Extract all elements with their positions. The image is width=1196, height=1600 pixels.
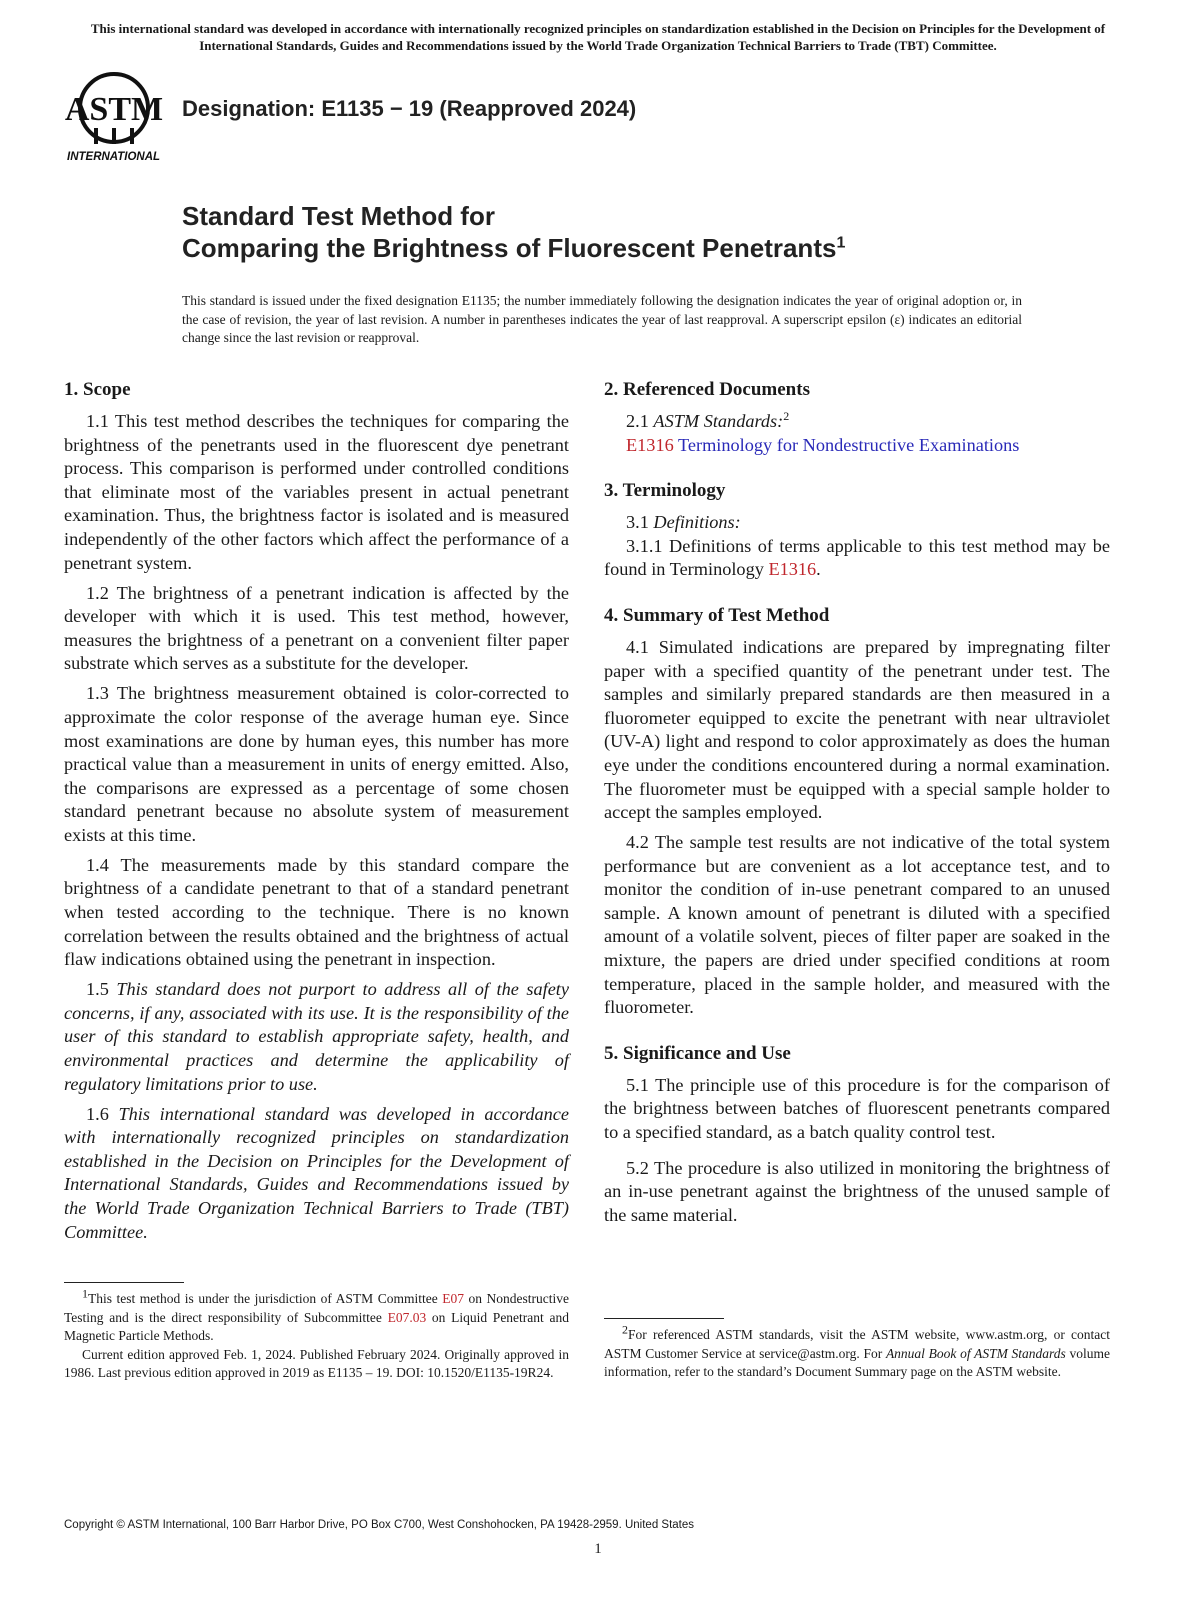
- document-title: [182, 200, 845, 264]
- logo-international-text: INTERNATIONAL: [67, 151, 161, 163]
- paragraph-5-2: 5.2 The procedure is also utilized in monitoring the brightness of an in-use penetrant against the brightness of the unused sample of the same material.: [604, 1157, 1110, 1225]
- link-e1316[interactable]: E1316: [768, 559, 817, 580]
- section-heading-summary: 4. Summary of Test Method: [604, 604, 830, 626]
- title-line-1: Standard Test Method for: [182, 201, 495, 231]
- paragraph-1-2: 1.2 The brightness of a penetrant indication is affected by the developer with which it is used. This test method, however, measures the brightness of a penetrant on a convenient filter paper substrate which serves as a substitute for the developer.: [64, 582, 569, 674]
- link-e1316-code[interactable]: E1316: [626, 434, 674, 455]
- paragraph-1-5: 1.5 This standard does not purport to address all of the safety concerns, if any, associated with its use. It is the responsibility of the user of this standard to establish appropriate safety, health, and environmental practices and determine the applicability of regulatory limitations prior to use.: [64, 979, 569, 1094]
- paragraph-3-1-1: 3.1.1 Definitions of terms applicable to this test method may be found in Terminology E1316.: [604, 535, 1110, 580]
- issuance-statement: This standard is issued under the fixed designation E1135; the number immediately following the designation indicates the year of original adoption or, in the case of revision, the year of last revision. A number in parentheses indicates the year of last reapproval. A superscript epsilon (ε) indicates an editorial change since the last revision or reapproval.: [182, 293, 1022, 346]
- footnote-rule-right: [604, 1318, 724, 1319]
- astm-logo: [64, 70, 170, 166]
- footnote-2: $^2$For referenced ASTM standards, visit the ASTM website, www.astm.org, or contact ASTM Customer Service at service@astm.org. For Annual Book of ASTM Standards volume information, refer to the standard’s Document Summary page on the ASTM website.: [604, 1322, 1111, 1380]
- link-e07[interactable]: E07: [442, 1291, 464, 1306]
- footnote-rule-left: [64, 1282, 184, 1283]
- paragraph-4-1: 4.1 Simulated indications are prepared by impregnating filter paper with a specified quantity of the penetrant under test. The samples and similarly prepared standards are then measured in a fluorometer equipped to excite the penetrant with near ultraviolet (UV-A) light and respond to color approximately as does the human eye under the conditions encountered during a normal examination. The fluorometer must be equipped with a special sample holder to accept the samples employed.: [604, 636, 1110, 823]
- section-heading-terminology: 3. Terminology: [604, 480, 726, 502]
- referenced-document-e1316[interactable]: [604, 434, 1110, 458]
- title-line-2: Comparing the Brightness of Fluorescent Penetrants: [182, 233, 837, 263]
- paragraph-1-3: 1.3 The brightness measurement obtained is color-corrected to approximate the color response of the average human eye. Since most examinations are done by human eyes, this number has more practical value than a measurement in units of energy emitted. Also, the comparisons are expressed as a percentage of some chosen standard penetrant because no absolute system of measurement exists at this time.: [64, 683, 569, 845]
- footnote-1-edition: Current edition approved Feb. 1, 2024. Published February 2024. Originally approved in 1986. Last previous edition approved in 2019 as E1135 – 19. DOI: 10.1520/E1135-19R24.: [64, 1346, 569, 1381]
- copyright: Copyright © ASTM International, 100 Barr Harbor Drive, PO Box C700, West Conshohocken, PA 19428-2959. United States: [64, 1519, 695, 1531]
- paragraph-1-4: 1.4 The measurements made by this standard compare the brightness of a candidate penetrant to that of a standard penetrant when tested according to the technique. There is no known correlation between the results obtained and the brightness of actual flaw indications obtained using the penetrant in inspection.: [64, 854, 569, 970]
- title-footnote-mark: 1: [836, 234, 846, 252]
- left-column: [64, 378, 569, 1251]
- footnote-1: $^1$This test method is under the jurisdiction of ASTM Committee E07 on Nondestructive Testing and is the direct responsibility of Subcommittee E07.03 on Liquid Penetrant and Magnetic Particle Methods. Current edition approved Feb. 1, 2024. Published February 2024. Originally approved in 1986. Last previous edition approved in 2019 as E1135 – 19. DOI: 10.1520/E1135-19R24.: [64, 1290, 569, 1383]
- designation: Designation: E1135 − 19 (Reapproved 2024): [182, 96, 637, 121]
- paragraph-5-1: 5.1 The principle use of this procedure is for the comparison of the brightness between batches of fluorescent penetrants compared to a specified standard, as a batch quality control test.: [604, 1074, 1110, 1143]
- paragraph-1-1: 1.1 This test method describes the techniques for comparing the brightness of the penetrants used in the fluorescent dye penetrant process. This comparison is performed under controlled conditions that eliminate most of the variables present in actual penetrant examination. Thus, the brightness factor is isolated and is measured independently of the other factors which affect the performance of a penetrant system.: [64, 411, 569, 573]
- link-e07-03[interactable]: E07.03: [387, 1309, 427, 1325]
- paragraph-1-6: 1.6 This international standard was developed in accordance with internationally recognized principles on standardization established in the Decision on Principles for the Development of International Standards, Guides and Recommendations issued by the World Trade Organization Technical Barriers to Trade (TBT) Committee.: [64, 1103, 569, 1242]
- section-heading-scope: 1. Scope: [64, 379, 131, 400]
- paragraph-3-1: 3.1 Definitions:: [626, 512, 741, 533]
- section-heading-referenced-documents: 2. Referenced Documents: [604, 379, 810, 400]
- logo-monogram: ASTM: [64, 91, 164, 128]
- page-number: 1: [594, 1541, 602, 1557]
- link-e1316-title[interactable]: Terminology for Nondestructive Examinations: [677, 434, 1020, 455]
- paragraph-4-2: 4.2 The sample test results are not indicative of the total system performance but are convenient as a lot acceptance test, and to monitor the condition of in-use penetrant compared to an unused sample. A known amount of penetrant is diluted with a specified amount of a volatile solvent, pieces of filter paper are soaked in the mixture, the papers are dried under specified conditions at room temperature, placed in the sample holder, and measured with the fluorometer.: [604, 832, 1110, 1018]
- wto-notice: This international standard was developed in accordance with internationally recognized principles on standardization established in the Decision on Principles for the Development of International Standards, Guides and Recommendations issued by the World Trade Organization Technical Barriers to Trade (TBT) Committee.: [90, 21, 1106, 53]
- paragraph-2-1: 2.1 ASTM Standards:$^2$: [626, 408, 790, 431]
- astm-logo-mark-icon: [64, 70, 170, 166]
- right-column: [604, 378, 1110, 1234]
- section-heading-significance: 5. Significance and Use: [604, 1042, 791, 1064]
